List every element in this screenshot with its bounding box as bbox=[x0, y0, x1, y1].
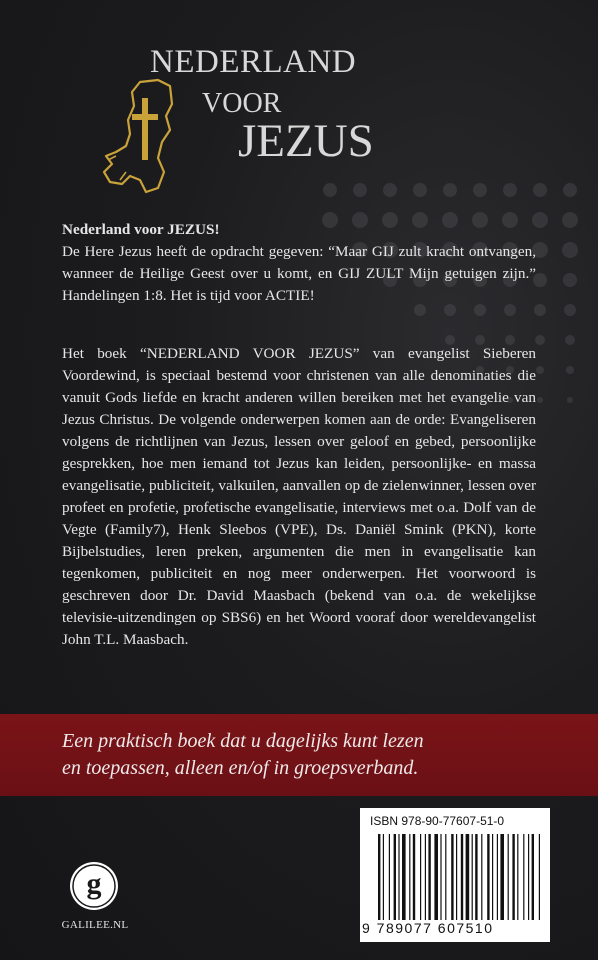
galilee-logo-icon bbox=[68, 860, 120, 912]
barcode-label bbox=[360, 808, 550, 942]
tagline-text bbox=[62, 728, 562, 782]
tagline-line-2: en toepassen, alleen en/of in groepsverband. bbox=[62, 757, 419, 779]
cover-title bbox=[100, 40, 400, 200]
description-paragraph: Het boek “NEDERLAND VOOR JEZUS” van evangelist Sieberen Voordewind, is speciaal bestemd voor christenen van alle denominaties die vanuit Gods liefde en kracht anderen willen bereiken met het evangelie van Jezus Christus. De volgende onderwerpen komen aan de orde: Evangeliseren volgens de richtlijnen van Jezus, lessen over geloof en gebed, persoonlijke gesprekken, hoe men iemand tot Jezus kan leiden, persoonlijke- en massa evangelisatie, publiciteit, valkuilen, aanvallen op de zielenwinner, lessen over profeet en profetie, profetische evangelisatie, interviews met o.a. Dolf van de Vegte (Family7), Henk Sleebos (VPE), Ds. Daniël Smink (PKN), korte Bijbelstudies, leren preken, argumenten die men in evangelisatie kan tegenkomen, publiciteit en nog meer onderwerpen. Het voorwoord is geschreven door Dr. David Maasbach (bekend van o.a. de wekelijkse televisie-uitzendingen op SBS6) en het Woord vooraf door wereldevangelist John T.L. Maasbach. bbox=[62, 345, 536, 648]
intro-paragraph bbox=[62, 219, 536, 307]
title-nederland: NEDERLAND bbox=[150, 44, 357, 80]
cross-icon bbox=[132, 98, 158, 160]
intro-heading: Nederland voor JEZUS! bbox=[62, 221, 220, 238]
publisher-logo bbox=[60, 860, 130, 940]
title-jezus: JEZUS bbox=[238, 115, 374, 167]
publisher-logo-letter: g bbox=[86, 867, 102, 900]
tagline-banner bbox=[0, 714, 598, 796]
netherlands-map-icon bbox=[100, 76, 178, 196]
tagline-line-1: Een praktisch boek dat u dagelijks kunt lezen bbox=[62, 730, 424, 752]
barcode-number: 9 789077 607510 bbox=[362, 920, 494, 936]
barcode-icon bbox=[378, 834, 542, 920]
isbn-text: ISBN 978-90-77607-51-0 bbox=[370, 814, 505, 828]
title-voor: VOOR bbox=[202, 88, 282, 119]
publisher-name: GALILEE.NL bbox=[61, 919, 129, 931]
intro-text: De Here Jezus heeft de opdracht gegeven: “Maar GIJ zult kracht ontvangen, wanneer de Heilige Geest over u komt, en GIJ ZULT Mijn getuigen zijn.” Handelingen 1:8. Het is tijd voor ACTIE! bbox=[62, 243, 536, 304]
